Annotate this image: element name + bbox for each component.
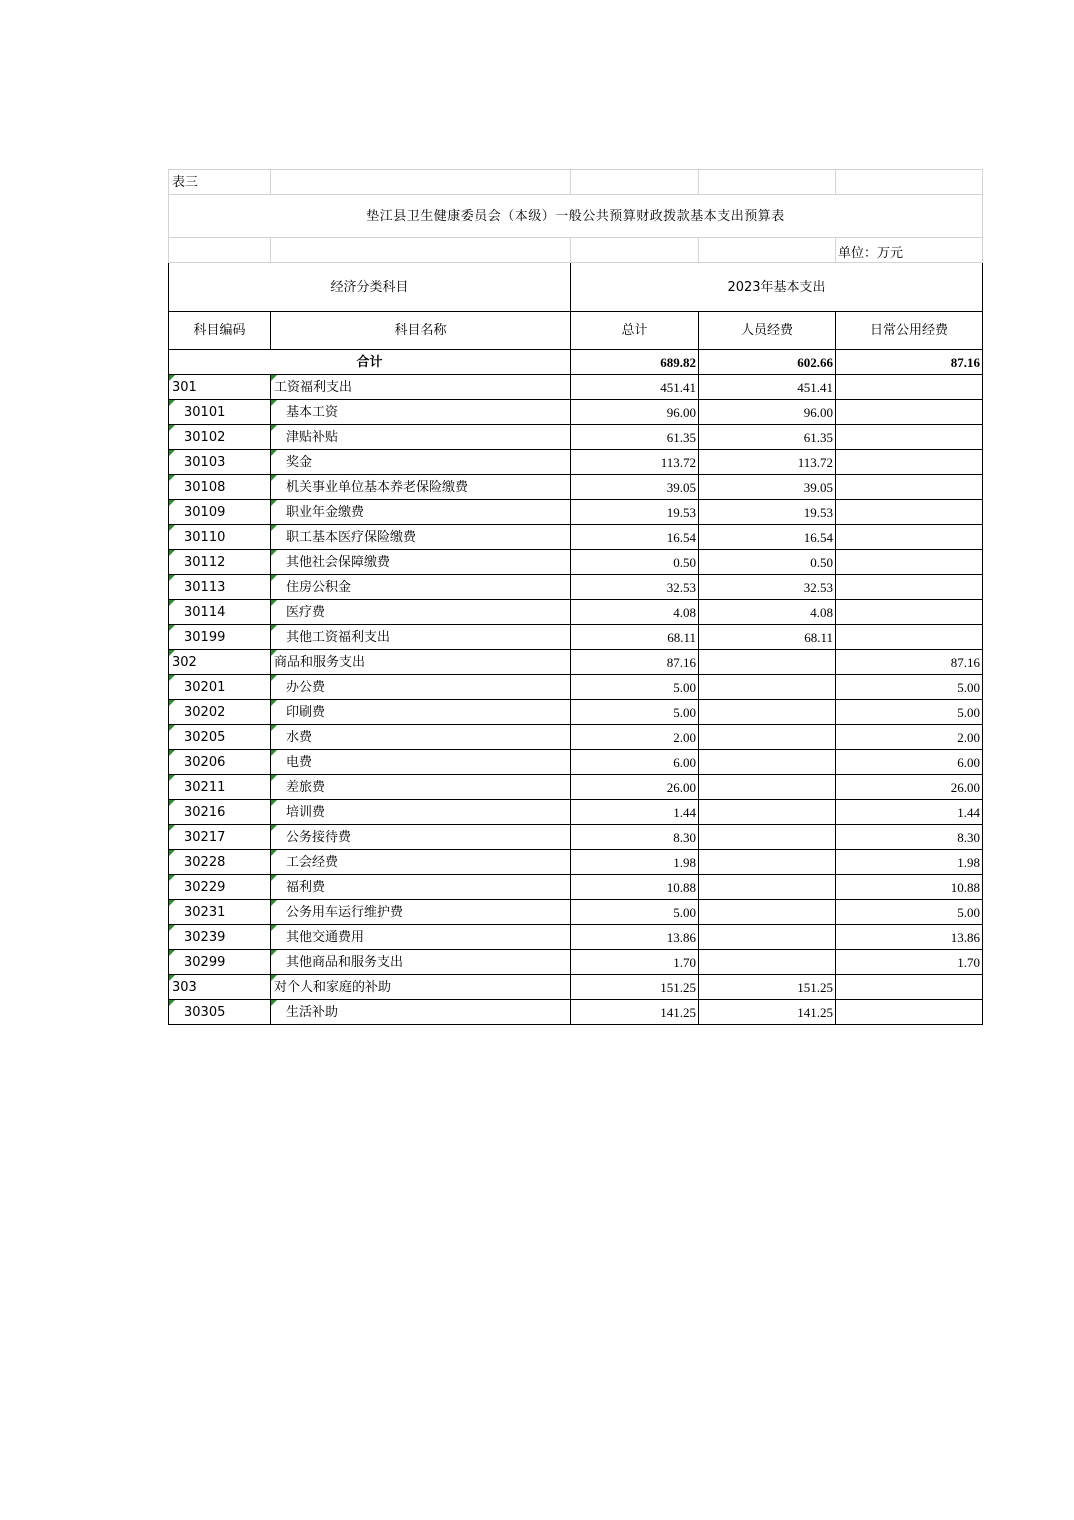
table-row bbox=[169, 925, 983, 950]
budget-table bbox=[168, 169, 983, 1025]
row-personnel[interactable]: 39.05 bbox=[699, 475, 836, 500]
row-name[interactable]: 印刷费 bbox=[271, 700, 571, 725]
row-total[interactable]: 5.00 bbox=[571, 675, 699, 700]
row-name[interactable]: 公务用车运行维护费 bbox=[271, 900, 571, 925]
table-row bbox=[169, 800, 983, 825]
row-public[interactable] bbox=[836, 525, 983, 550]
row-total[interactable]: 1.98 bbox=[571, 850, 699, 875]
row-code[interactable]: 30216 bbox=[169, 800, 271, 825]
row-public[interactable] bbox=[836, 375, 983, 400]
row-code[interactable]: 30228 bbox=[169, 850, 271, 875]
header-personnel[interactable]: 人员经费 bbox=[699, 312, 836, 350]
row-public[interactable] bbox=[836, 400, 983, 425]
row-public[interactable] bbox=[836, 600, 983, 625]
empty-cell[interactable] bbox=[271, 238, 571, 263]
row-code[interactable]: 30205 bbox=[169, 725, 271, 750]
row-public[interactable]: 5.00 bbox=[836, 900, 983, 925]
row-public[interactable]: 26.00 bbox=[836, 775, 983, 800]
table-row bbox=[169, 375, 983, 400]
row-total[interactable]: 32.53 bbox=[571, 575, 699, 600]
row-total[interactable]: 61.35 bbox=[571, 425, 699, 450]
row-personnel[interactable]: 68.11 bbox=[699, 625, 836, 650]
table-row bbox=[169, 775, 983, 800]
row-public[interactable] bbox=[836, 575, 983, 600]
row-code[interactable]: 30299 bbox=[169, 950, 271, 975]
row-name[interactable]: 奖金 bbox=[271, 450, 571, 475]
row-total[interactable]: 8.30 bbox=[571, 825, 699, 850]
table-row bbox=[169, 975, 983, 1000]
row-public[interactable]: 6.00 bbox=[836, 750, 983, 775]
table-row bbox=[169, 725, 983, 750]
table-row bbox=[169, 825, 983, 850]
empty-cell[interactable] bbox=[836, 170, 983, 195]
header-row-2 bbox=[169, 312, 983, 350]
budget-sheet bbox=[168, 169, 982, 1025]
row-public[interactable]: 1.44 bbox=[836, 800, 983, 825]
row-public[interactable] bbox=[836, 475, 983, 500]
row-code[interactable]: 301 bbox=[169, 375, 271, 400]
row-total[interactable]: 87.16 bbox=[571, 650, 699, 675]
row-name[interactable]: 电费 bbox=[271, 750, 571, 775]
row-name[interactable]: 公务接待费 bbox=[271, 825, 571, 850]
row-name[interactable]: 其他工资福利支出 bbox=[271, 625, 571, 650]
header-econ-class[interactable]: 经济分类科目 bbox=[169, 263, 571, 312]
row-code[interactable]: 30113 bbox=[169, 575, 271, 600]
row-public[interactable]: 10.88 bbox=[836, 875, 983, 900]
sum-label[interactable]: 合计 bbox=[169, 350, 571, 375]
table-row bbox=[169, 600, 983, 625]
table-row bbox=[169, 750, 983, 775]
row-personnel[interactable]: 113.72 bbox=[699, 450, 836, 475]
row-name[interactable]: 水费 bbox=[271, 725, 571, 750]
empty-cell[interactable] bbox=[169, 238, 271, 263]
row-personnel[interactable] bbox=[699, 825, 836, 850]
row-total[interactable]: 113.72 bbox=[571, 450, 699, 475]
row-personnel[interactable]: 16.54 bbox=[699, 525, 836, 550]
table-row bbox=[169, 475, 983, 500]
row-total[interactable]: 19.53 bbox=[571, 500, 699, 525]
row-personnel[interactable] bbox=[699, 950, 836, 975]
row-public[interactable]: 5.00 bbox=[836, 675, 983, 700]
table-row bbox=[169, 700, 983, 725]
row-total[interactable]: 6.00 bbox=[571, 750, 699, 775]
table-row bbox=[169, 875, 983, 900]
row-name[interactable]: 机关事业单位基本养老保险缴费 bbox=[271, 475, 571, 500]
row-name[interactable]: 工会经费 bbox=[271, 850, 571, 875]
row-personnel[interactable] bbox=[699, 875, 836, 900]
row-code[interactable]: 30201 bbox=[169, 675, 271, 700]
page-title[interactable]: 垫江县卫生健康委员会（本级）一般公共预算财政拨款基本支出预算表 bbox=[169, 195, 983, 238]
row-code[interactable]: 30217 bbox=[169, 825, 271, 850]
row-public[interactable] bbox=[836, 500, 983, 525]
row-code[interactable]: 30112 bbox=[169, 550, 271, 575]
table-row bbox=[169, 500, 983, 525]
row-public[interactable] bbox=[836, 550, 983, 575]
row-personnel[interactable]: 4.08 bbox=[699, 600, 836, 625]
sum-total[interactable]: 689.82 bbox=[571, 350, 699, 375]
row-public[interactable] bbox=[836, 975, 983, 1000]
empty-cell[interactable] bbox=[699, 238, 836, 263]
row-public[interactable]: 13.86 bbox=[836, 925, 983, 950]
header-public[interactable]: 日常公用经费 bbox=[836, 312, 983, 350]
row-public[interactable] bbox=[836, 450, 983, 475]
row-name[interactable]: 其他商品和服务支出 bbox=[271, 950, 571, 975]
row-total[interactable]: 451.41 bbox=[571, 375, 699, 400]
sum-row bbox=[169, 350, 983, 375]
row-personnel[interactable] bbox=[699, 900, 836, 925]
row-name[interactable]: 职工基本医疗保险缴费 bbox=[271, 525, 571, 550]
row-code[interactable]: 30101 bbox=[169, 400, 271, 425]
row-name[interactable]: 商品和服务支出 bbox=[271, 650, 571, 675]
row-personnel[interactable]: 141.25 bbox=[699, 1000, 836, 1025]
row-code[interactable]: 30231 bbox=[169, 900, 271, 925]
row-total[interactable]: 4.08 bbox=[571, 600, 699, 625]
row-public[interactable]: 2.00 bbox=[836, 725, 983, 750]
table-row bbox=[169, 550, 983, 575]
row-total[interactable]: 1.70 bbox=[571, 950, 699, 975]
row-code[interactable]: 30114 bbox=[169, 600, 271, 625]
row-public[interactable]: 5.00 bbox=[836, 700, 983, 725]
row-name[interactable]: 基本工资 bbox=[271, 400, 571, 425]
sum-public[interactable]: 87.16 bbox=[836, 350, 983, 375]
row-personnel[interactable]: 96.00 bbox=[699, 400, 836, 425]
row-name[interactable]: 对个人和家庭的补助 bbox=[271, 975, 571, 1000]
row-total[interactable]: 5.00 bbox=[571, 700, 699, 725]
row-code[interactable]: 30239 bbox=[169, 925, 271, 950]
tag-row bbox=[169, 170, 983, 195]
row-name[interactable]: 差旅费 bbox=[271, 775, 571, 800]
header-year-basic[interactable]: 2023年基本支出 bbox=[571, 263, 983, 312]
row-code[interactable]: 30202 bbox=[169, 700, 271, 725]
row-public[interactable] bbox=[836, 425, 983, 450]
row-personnel[interactable]: 19.53 bbox=[699, 500, 836, 525]
row-personnel[interactable]: 451.41 bbox=[699, 375, 836, 400]
table-tag[interactable]: 表三 bbox=[169, 170, 271, 195]
row-total[interactable]: 1.44 bbox=[571, 800, 699, 825]
unit-row bbox=[169, 238, 983, 263]
table-row bbox=[169, 400, 983, 425]
row-code[interactable]: 30102 bbox=[169, 425, 271, 450]
row-name[interactable]: 生活补助 bbox=[271, 1000, 571, 1025]
row-code[interactable]: 30103 bbox=[169, 450, 271, 475]
header-row-1 bbox=[169, 263, 983, 312]
row-personnel[interactable]: 61.35 bbox=[699, 425, 836, 450]
row-total[interactable]: 141.25 bbox=[571, 1000, 699, 1025]
row-personnel[interactable]: 32.53 bbox=[699, 575, 836, 600]
row-code[interactable]: 30229 bbox=[169, 875, 271, 900]
row-code[interactable]: 30211 bbox=[169, 775, 271, 800]
header-code[interactable]: 科目编码 bbox=[169, 312, 271, 350]
header-total[interactable]: 总计 bbox=[571, 312, 699, 350]
row-code[interactable]: 30109 bbox=[169, 500, 271, 525]
row-total[interactable]: 0.50 bbox=[571, 550, 699, 575]
row-name[interactable]: 医疗费 bbox=[271, 600, 571, 625]
row-code[interactable]: 302 bbox=[169, 650, 271, 675]
table-row bbox=[169, 675, 983, 700]
header-name[interactable]: 科目名称 bbox=[271, 312, 571, 350]
row-public[interactable] bbox=[836, 1000, 983, 1025]
title-row bbox=[169, 195, 983, 238]
table-row bbox=[169, 575, 983, 600]
row-public[interactable]: 8.30 bbox=[836, 825, 983, 850]
row-name[interactable]: 其他交通费用 bbox=[271, 925, 571, 950]
row-personnel[interactable] bbox=[699, 925, 836, 950]
row-total[interactable]: 16.54 bbox=[571, 525, 699, 550]
row-code[interactable]: 30108 bbox=[169, 475, 271, 500]
row-name[interactable]: 职业年金缴费 bbox=[271, 500, 571, 525]
row-personnel[interactable] bbox=[699, 725, 836, 750]
row-code[interactable]: 30110 bbox=[169, 525, 271, 550]
table-row bbox=[169, 525, 983, 550]
table-row bbox=[169, 625, 983, 650]
empty-cell[interactable] bbox=[271, 170, 571, 195]
row-personnel[interactable] bbox=[699, 800, 836, 825]
row-personnel[interactable] bbox=[699, 650, 836, 675]
row-name[interactable]: 福利费 bbox=[271, 875, 571, 900]
row-total[interactable]: 13.86 bbox=[571, 925, 699, 950]
row-total[interactable]: 26.00 bbox=[571, 775, 699, 800]
empty-cell[interactable] bbox=[571, 170, 699, 195]
row-public[interactable]: 1.70 bbox=[836, 950, 983, 975]
row-name[interactable]: 办公费 bbox=[271, 675, 571, 700]
table-row bbox=[169, 650, 983, 675]
table-row bbox=[169, 1000, 983, 1025]
row-public[interactable]: 1.98 bbox=[836, 850, 983, 875]
row-name[interactable]: 其他社会保障缴费 bbox=[271, 550, 571, 575]
empty-cell[interactable] bbox=[699, 170, 836, 195]
table-row bbox=[169, 450, 983, 475]
row-total[interactable]: 2.00 bbox=[571, 725, 699, 750]
table-row bbox=[169, 950, 983, 975]
unit-label[interactable]: 单位：万元 bbox=[836, 238, 983, 263]
row-name[interactable]: 工资福利支出 bbox=[271, 375, 571, 400]
row-total[interactable]: 96.00 bbox=[571, 400, 699, 425]
row-code[interactable]: 30206 bbox=[169, 750, 271, 775]
row-code[interactable]: 30305 bbox=[169, 1000, 271, 1025]
row-personnel[interactable] bbox=[699, 700, 836, 725]
sum-personnel[interactable]: 602.66 bbox=[699, 350, 836, 375]
row-public[interactable]: 87.16 bbox=[836, 650, 983, 675]
row-name[interactable]: 培训费 bbox=[271, 800, 571, 825]
row-code[interactable]: 30199 bbox=[169, 625, 271, 650]
row-personnel[interactable] bbox=[699, 750, 836, 775]
row-name[interactable]: 住房公积金 bbox=[271, 575, 571, 600]
row-personnel[interactable]: 0.50 bbox=[699, 550, 836, 575]
row-total[interactable]: 151.25 bbox=[571, 975, 699, 1000]
table-row bbox=[169, 425, 983, 450]
row-personnel[interactable]: 151.25 bbox=[699, 975, 836, 1000]
row-total[interactable]: 5.00 bbox=[571, 900, 699, 925]
table-row bbox=[169, 850, 983, 875]
row-public[interactable] bbox=[836, 625, 983, 650]
row-personnel[interactable] bbox=[699, 675, 836, 700]
row-code[interactable]: 303 bbox=[169, 975, 271, 1000]
row-personnel[interactable] bbox=[699, 775, 836, 800]
empty-cell[interactable] bbox=[571, 238, 699, 263]
row-total[interactable]: 10.88 bbox=[571, 875, 699, 900]
table-row bbox=[169, 900, 983, 925]
row-name[interactable]: 津贴补贴 bbox=[271, 425, 571, 450]
row-total[interactable]: 68.11 bbox=[571, 625, 699, 650]
row-personnel[interactable] bbox=[699, 850, 836, 875]
row-total[interactable]: 39.05 bbox=[571, 475, 699, 500]
